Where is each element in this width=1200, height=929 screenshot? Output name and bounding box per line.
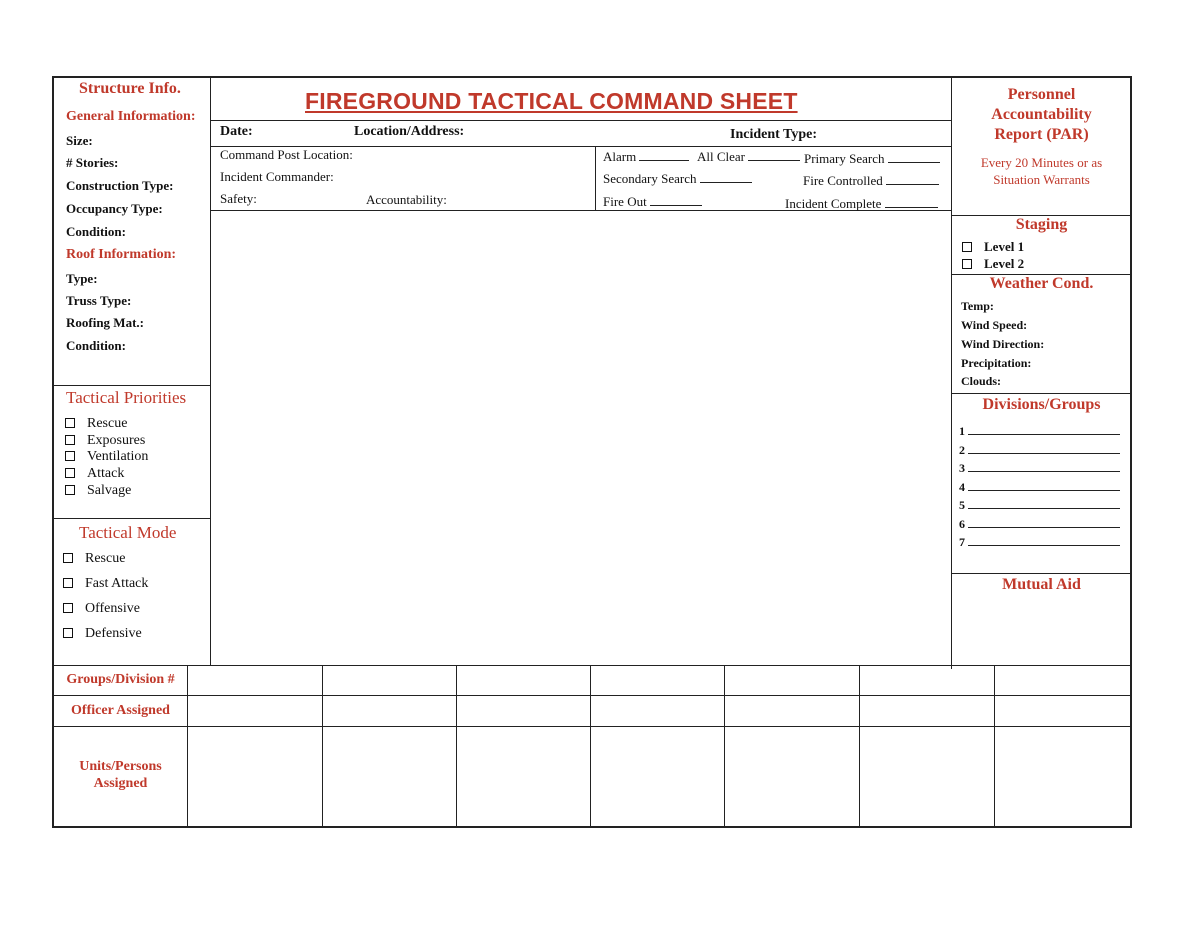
left-column-divider (210, 78, 211, 665)
info-block-split (595, 146, 596, 210)
all-clear-label: All Clear (697, 149, 746, 164)
incident-commander-field[interactable]: Incident Commander: (220, 169, 334, 184)
incident-complete-label: Incident Complete (785, 196, 882, 211)
priority-attack-checkbox[interactable] (65, 466, 124, 482)
construction-type-field[interactable]: Construction Type: (66, 178, 174, 193)
tactical-mode-heading: Tactical Mode (79, 523, 177, 542)
checkbox-icon (63, 553, 73, 563)
wind-direction-field[interactable]: Wind Direction: (961, 337, 1045, 351)
priority-rescue-checkbox[interactable] (65, 416, 127, 432)
location-field[interactable]: Location/Address: (354, 124, 465, 139)
mode-defensive-label: Defensive (85, 626, 142, 641)
checkbox-icon (63, 603, 73, 613)
division-row-7[interactable] (959, 535, 1120, 550)
incident-type-field[interactable]: Incident Type: (730, 127, 817, 142)
size-field[interactable]: Size: (66, 133, 93, 148)
staging-heading: Staging (1015, 216, 1068, 233)
officer-assigned-row-label: Officer Assigned (71, 703, 170, 718)
checkbox-icon (962, 242, 972, 252)
checkbox-icon (65, 468, 75, 478)
date-field[interactable]: Date: (220, 124, 253, 139)
mode-fast-attack-checkbox[interactable] (63, 576, 148, 592)
form-title: FIREGROUND TACTICAL COMMAND SHEET (305, 88, 798, 114)
division-number: 2 (959, 443, 965, 457)
division-number: 1 (959, 424, 965, 438)
command-sheet-form (52, 76, 1132, 828)
division-blank (968, 443, 1120, 454)
safety-field[interactable]: Safety: (220, 191, 257, 206)
division-row-1[interactable] (959, 424, 1120, 439)
priority-salvage-checkbox[interactable] (65, 483, 131, 499)
units-persons-label-line2: Assigned (93, 776, 148, 791)
grid-top-line (54, 665, 1132, 666)
assignment-grid[interactable] (189, 667, 1130, 826)
divisions-divider (951, 393, 1132, 394)
secondary-search-blank (700, 172, 752, 183)
staging-level1-label: Level 1 (984, 239, 1025, 254)
par-note-line1: Every 20 Minutes or as (980, 155, 1103, 170)
par-heading-line2: Accountability (991, 106, 1092, 123)
par-heading-line1: Personnel (1007, 86, 1076, 103)
precipitation-field[interactable]: Precipitation: (961, 356, 1032, 370)
par-heading-line3: Report (PAR) (994, 126, 1089, 143)
checkbox-icon (65, 485, 75, 495)
units-persons-label-line1: Units/Persons (79, 759, 162, 774)
priority-rescue-label: Rescue (87, 416, 128, 431)
fire-out-label: Fire Out (603, 194, 647, 209)
checkbox-icon (962, 259, 972, 269)
division-row-2[interactable] (959, 443, 1120, 458)
checkbox-icon (63, 578, 73, 588)
structure-info-heading: Structure Info. (79, 80, 181, 97)
incident-complete-field[interactable] (785, 196, 938, 212)
checkbox-icon (65, 418, 75, 428)
roof-type-field[interactable]: Type: (66, 271, 98, 286)
truss-type-field[interactable]: Truss Type: (66, 293, 132, 308)
all-clear-blank (748, 150, 800, 161)
division-blank (968, 517, 1120, 528)
temp-field[interactable]: Temp: (961, 299, 994, 313)
par-note-line2: Situation Warrants (993, 172, 1090, 187)
division-blank (968, 535, 1120, 546)
divisions-heading: Divisions/Groups (982, 396, 1101, 413)
fire-controlled-field[interactable] (803, 173, 939, 189)
mode-offensive-checkbox[interactable] (63, 601, 140, 617)
mode-offensive-label: Offensive (85, 601, 140, 616)
staging-level1-checkbox[interactable] (962, 239, 1024, 255)
checkbox-icon (63, 628, 73, 638)
priority-exposures-checkbox[interactable] (65, 433, 145, 449)
division-row-3[interactable] (959, 461, 1120, 476)
alarm-label: Alarm (603, 149, 637, 164)
mode-defensive-checkbox[interactable] (63, 626, 142, 642)
clouds-field[interactable]: Clouds: (961, 374, 1002, 388)
priority-ventilation-label: Ventilation (87, 449, 149, 464)
priority-ventilation-checkbox[interactable] (65, 449, 148, 465)
roof-info-heading: Roof Information: (66, 247, 177, 262)
fireground-diagram-area[interactable] (212, 212, 949, 663)
mode-rescue-label: Rescue (85, 551, 126, 566)
all-clear-field[interactable] (697, 149, 800, 165)
checkbox-icon (65, 435, 75, 445)
primary-search-blank (888, 152, 940, 163)
mode-fast-attack-label: Fast Attack (85, 576, 149, 591)
fire-out-field[interactable] (603, 194, 702, 210)
division-number: 7 (959, 535, 965, 549)
division-row-5[interactable] (959, 498, 1120, 513)
groups-division-row-label: Groups/Division # (66, 672, 175, 687)
division-blank (968, 461, 1120, 472)
priority-salvage-label: Salvage (87, 483, 132, 498)
fire-out-blank (650, 195, 702, 206)
division-number: 5 (959, 498, 965, 512)
division-row-4[interactable] (959, 480, 1120, 495)
stories-field[interactable]: # Stories: (66, 155, 119, 170)
mutual-aid-heading: Mutual Aid (1002, 576, 1081, 593)
mutual-aid-area[interactable] (953, 598, 1130, 663)
staging-level2-checkbox[interactable] (962, 256, 1024, 272)
division-row-6[interactable] (959, 517, 1120, 532)
occupancy-type-field[interactable]: Occupancy Type: (66, 201, 163, 216)
staging-level2-label: Level 2 (984, 256, 1025, 271)
division-blank (968, 480, 1120, 491)
priority-exposures-label: Exposures (87, 433, 146, 448)
division-number: 6 (959, 517, 965, 531)
secondary-search-field[interactable] (603, 171, 752, 187)
fire-controlled-blank (886, 174, 939, 185)
priority-attack-label: Attack (87, 466, 125, 481)
priorities-divider (54, 385, 210, 386)
roofing-material-field[interactable]: Roofing Mat.: (66, 315, 144, 330)
tactical-priorities-heading: Tactical Priorities (66, 388, 187, 407)
grid-label-divider (187, 665, 188, 828)
secondary-search-label: Secondary Search (603, 171, 697, 186)
mode-rescue-checkbox[interactable] (63, 551, 125, 567)
incident-complete-blank (885, 197, 938, 208)
general-info-heading: General Information: (66, 109, 196, 124)
title-divider (210, 120, 951, 121)
condition-field[interactable]: Condition: (66, 224, 126, 239)
division-blank (968, 498, 1120, 509)
alarm-blank (639, 150, 689, 161)
mutual-aid-divider (951, 573, 1132, 574)
roof-condition-field[interactable]: Condition: (66, 338, 126, 353)
division-number: 3 (959, 461, 965, 475)
primary-search-field[interactable] (804, 151, 940, 167)
alarm-field[interactable] (603, 149, 689, 165)
primary-search-label: Primary Search (804, 151, 885, 166)
checkbox-icon (65, 451, 75, 461)
division-number: 4 (959, 480, 965, 494)
command-post-field[interactable]: Command Post Location: (220, 147, 353, 162)
weather-heading: Weather Cond. (989, 275, 1094, 292)
fire-controlled-label: Fire Controlled (803, 173, 883, 188)
accountability-field[interactable]: Accountability: (366, 192, 447, 207)
wind-speed-field[interactable]: Wind Speed: (961, 318, 1028, 332)
division-blank (968, 424, 1120, 435)
mode-divider (54, 518, 210, 519)
